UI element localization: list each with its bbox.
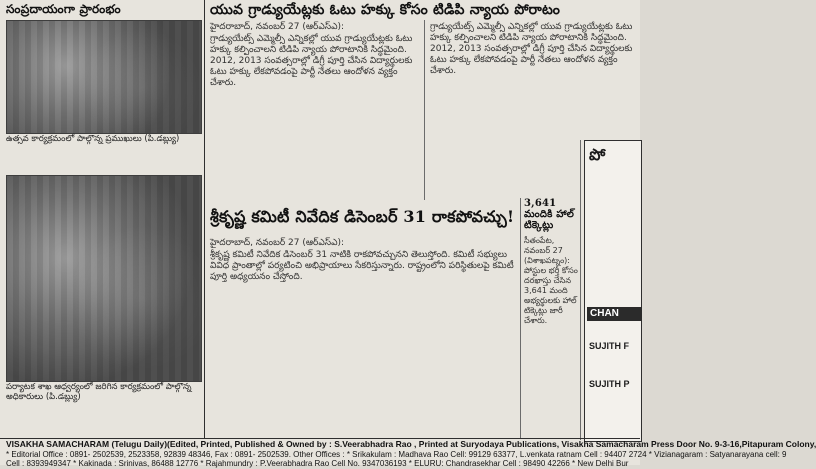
main-headline: శ్రీకృష్ణ కమిటీ నివేదిక డిసెంబర్ 31 రాకపోవచ్చు! [210, 207, 515, 226]
footer-line-1: VISAKHA SAMACHARAM (Telugu Daily)(Edited, Printed, Published & Owned by : S.Veerabhadra Rao , Printed at Suryodaya Publications, Visakha Samacharam Press Door No. 9-3-16,Pitapuram Colony, [6, 439, 816, 449]
left-bottom-caption: పర్యాటక శాఖ ఆధ్వర్యంలో జరిగిన కార్యక్రమంలో పాల్గొన్న అధికారులు (పి.డబ్ల్యు) [6, 382, 192, 402]
ad-strip-top: పో [589, 147, 606, 164]
column-rule-3 [520, 198, 521, 438]
article-top-dateline: హైదరాబాద్, నవంబర్ 27 (ఆర్ఎస్ఎ): [210, 22, 345, 32]
right-sub-headline: 3,641 మందికి హాల్ టిక్కెట్లు [524, 198, 575, 231]
top-headline: యువ గ్రాడ్యుయేట్లకు ఓటు హక్కు కోసం టిడిపి న్యాయ పోరాటం [210, 2, 561, 18]
column-rule-1 [204, 0, 205, 438]
ad-strip-3: SUJITH P [589, 379, 630, 389]
article-top-text: గ్రాడ్యుయేట్స్ ఎమ్మెల్సీ ఎన్నికల్లో యువ గ్రాడ్యుయేట్లకు ఓటు హక్కు కల్పించాలని టిడిపి న్యాయ పోరాటానికి సిద్ధమైంది. 2012, 2013 సంవత్సరాల్లో డిగ్రీ పూర్తి చేసిన విద్యార్థులకు ఓటు హక్కు లేకపోవడంపై పార్టీ నేతలు ఆందోళన వ్యక్తం చేశారు. [210, 34, 413, 88]
article-top-right-text: గ్రాడ్యుయేట్స్ ఎమ్మెల్సీ ఎన్నికల్లో యువ గ్రాడ్యుయేట్లకు ఓటు హక్కు కల్పించాలని టిడిపి న్యాయ పోరాటానికి సిద్ధమైంది. 2012, 2013 సంవత్సరాల్లో డిగ్రీ పూర్తి చేసిన విద్యార్థులకు ఓటు హక్కు లేకపోవడంపై పార్టీ నేతలు ఆందోళన వ్యక్తం చేశారు. [430, 22, 633, 76]
footer-line-2: * Editorial Office : 0891- 2502539, 2523358, 92839 48346, Fax : 0891- 2502539. Other Offices : * Srikakulam : Madhava Rao Cell: 99129 63377, L.venkata ratnam Cell : 94407 2724 * Vizianagaram : Satyanarayana cell: 9 [6, 450, 787, 459]
left-photo-caption: ఉత్సవ కార్యక్రమంలో పాల్గొన్న ప్రముఖులు (పి.డబ్ల్యు) [6, 134, 180, 144]
right-article-text: సీతంపేట, నవంబర్ 27 (విశాఖపట్నం): పోస్టుల భర్తీ కోసం దరఖాస్తు చేసిన 3,641 మంది అభ్యర్థులకు హాల్ టిక్కెట్లు జారీ చేశారు. [524, 236, 578, 325]
ceremony-photo-bottom [6, 175, 202, 382]
footer-line-3: Cell : 8393949347 * Kakinada : Srinivas, 86488 12776 * Rajahmundry : P.Veerabhadra Rao Cell No. 9347036193 * ELURU: Chandrasekhar Cell : 98490 42266 * New Delhi Bur [6, 459, 629, 468]
ad-strip-1: CHAN [587, 307, 642, 321]
ad-strip-2: SUJITH F [589, 341, 630, 351]
column-rule-2 [424, 20, 425, 200]
main-dateline: హైదరాబాద్, నవంబర్ 27 (ఆర్ఎస్ఎ): [210, 238, 345, 248]
ceremony-photo-top [6, 20, 202, 134]
top-left-headline: సంప్రదాయంగా ప్రారంభం [6, 2, 121, 16]
ad-strip [584, 140, 642, 442]
main-article-text: శ్రీకృష్ణ కమిటీ నివేదిక డిసెంబర్ 31 నాటికి రాకపోవచ్చునని తెలుస్తోంది. కమిటీ సభ్యులు వివిధ ప్రాంతాల్లో పర్యటించి అభిప్రాయాలు సేకరిస్తున్నారు. రాష్ట్రంలోని పరిస్థితులపై కమిటీ పూర్తి అధ్యయనం చేస్తోంది. [210, 250, 514, 282]
